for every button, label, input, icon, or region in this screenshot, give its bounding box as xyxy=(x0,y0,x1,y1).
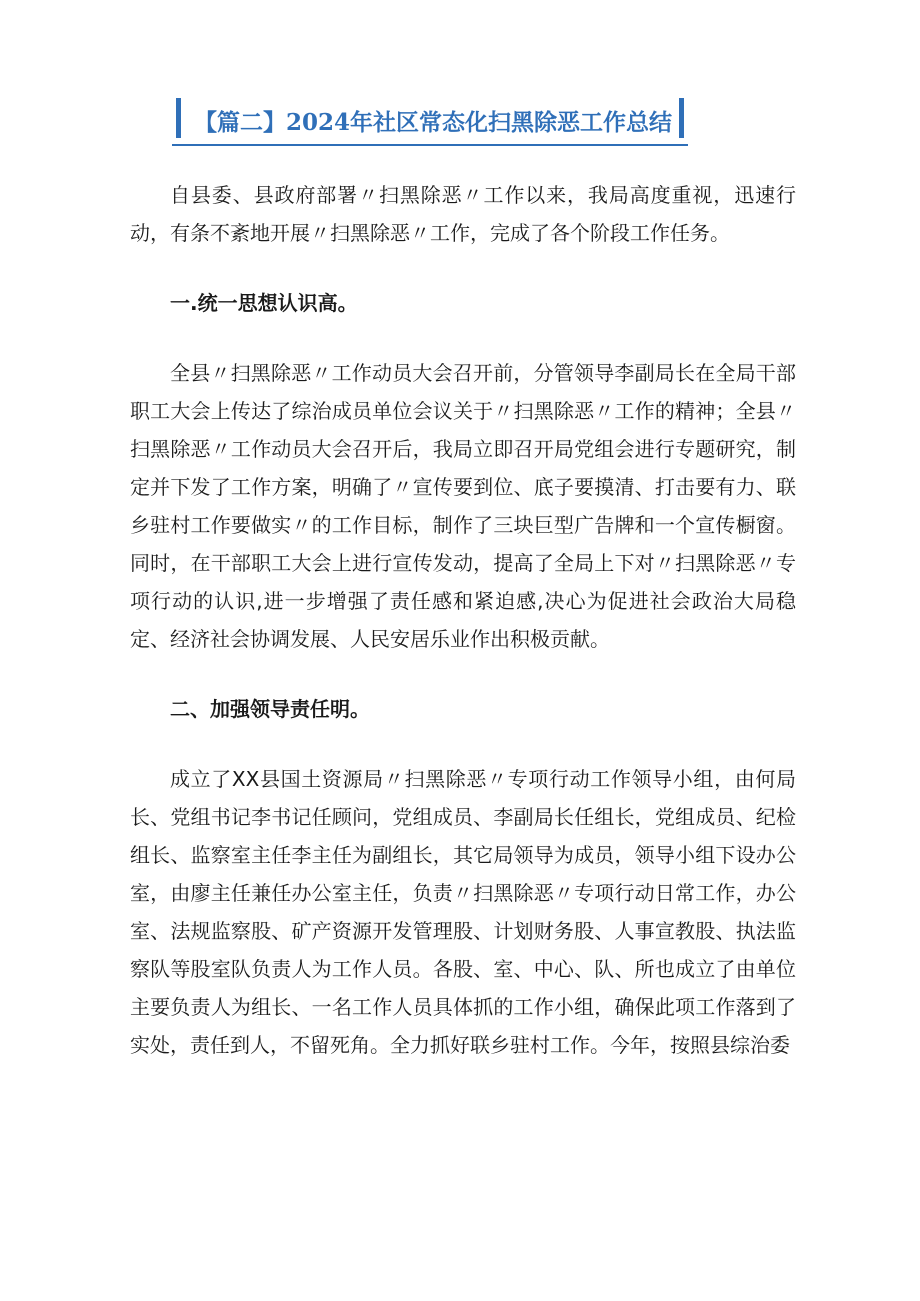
title-left-bar xyxy=(176,98,181,138)
intro-paragraph: 自县委、县政府部署〃扫黑除恶〃工作以来，我局高度重视，迅速行动，有条不紊地开展〃扫黑除恶〃工作，完成了各个阶段工作任务。 xyxy=(130,183,796,245)
section-heading-2: 二、加强领导责任明。 xyxy=(170,697,370,721)
section-paragraph-1: 全县〃扫黑除恶〃工作动员大会召开前，分管领导李副局长在全局干部职工大会上传达了综治成员单位会议关于〃扫黑除恶〃工作的精神；全县〃扫黑除恶〃工作动员大会召开后，我局立即召开局党组会进行专题研究，制定并下发了工作方案，明确了〃宣传要到位、底子要摸清、打击要有力、联乡驻村工作要做实〃的工作目标，制作了三块巨型广告牌和一个宣传橱窗。同时，在干部职工大会上进行宣传发动，提高了全局上下对〃扫黑除恶〃专项行动的认识,进一步增强了责任感和紧迫感,决心为促进社会政治大局稳定、经济社会协调发展、人民安居乐业作出积极贡献。 xyxy=(130,361,796,651)
document-body xyxy=(130,176,796,1096)
title-underline xyxy=(172,144,688,146)
section-heading-1: 一.统一思想认识高。 xyxy=(170,291,358,315)
title-right-bar xyxy=(679,98,684,138)
page-title: 【篇二】2024年社区常态化扫黑除恶工作总结 xyxy=(194,109,673,136)
section-paragraph-2: 成立了XX县国土资源局〃扫黑除恶〃专项行动工作领导小组，由何局长、党组书记李书记任顾问，党组成员、李副局长任组长，党组成员、纪检组长、监察室主任李主任为副组长，其它局领导为成员，领导小组下设办公室，由廖主任兼任办公室主任，负责〃扫黑除恶〃专项行动日常工作，办公室、法规监察股、矿产资源开发管理股、计划财务股、人事宣教股、执法监察队等股室队负责人为工作人员。各股、室、中心、队、所也成立了由单位主要负责人为组长、一名工作人员具体抓的工作小组，确保此项工作落到了实处，责任到人，不留死角。全力抓好联乡驻村工作。今年，按照县综治委 xyxy=(130,767,796,1057)
title-block xyxy=(172,96,688,146)
